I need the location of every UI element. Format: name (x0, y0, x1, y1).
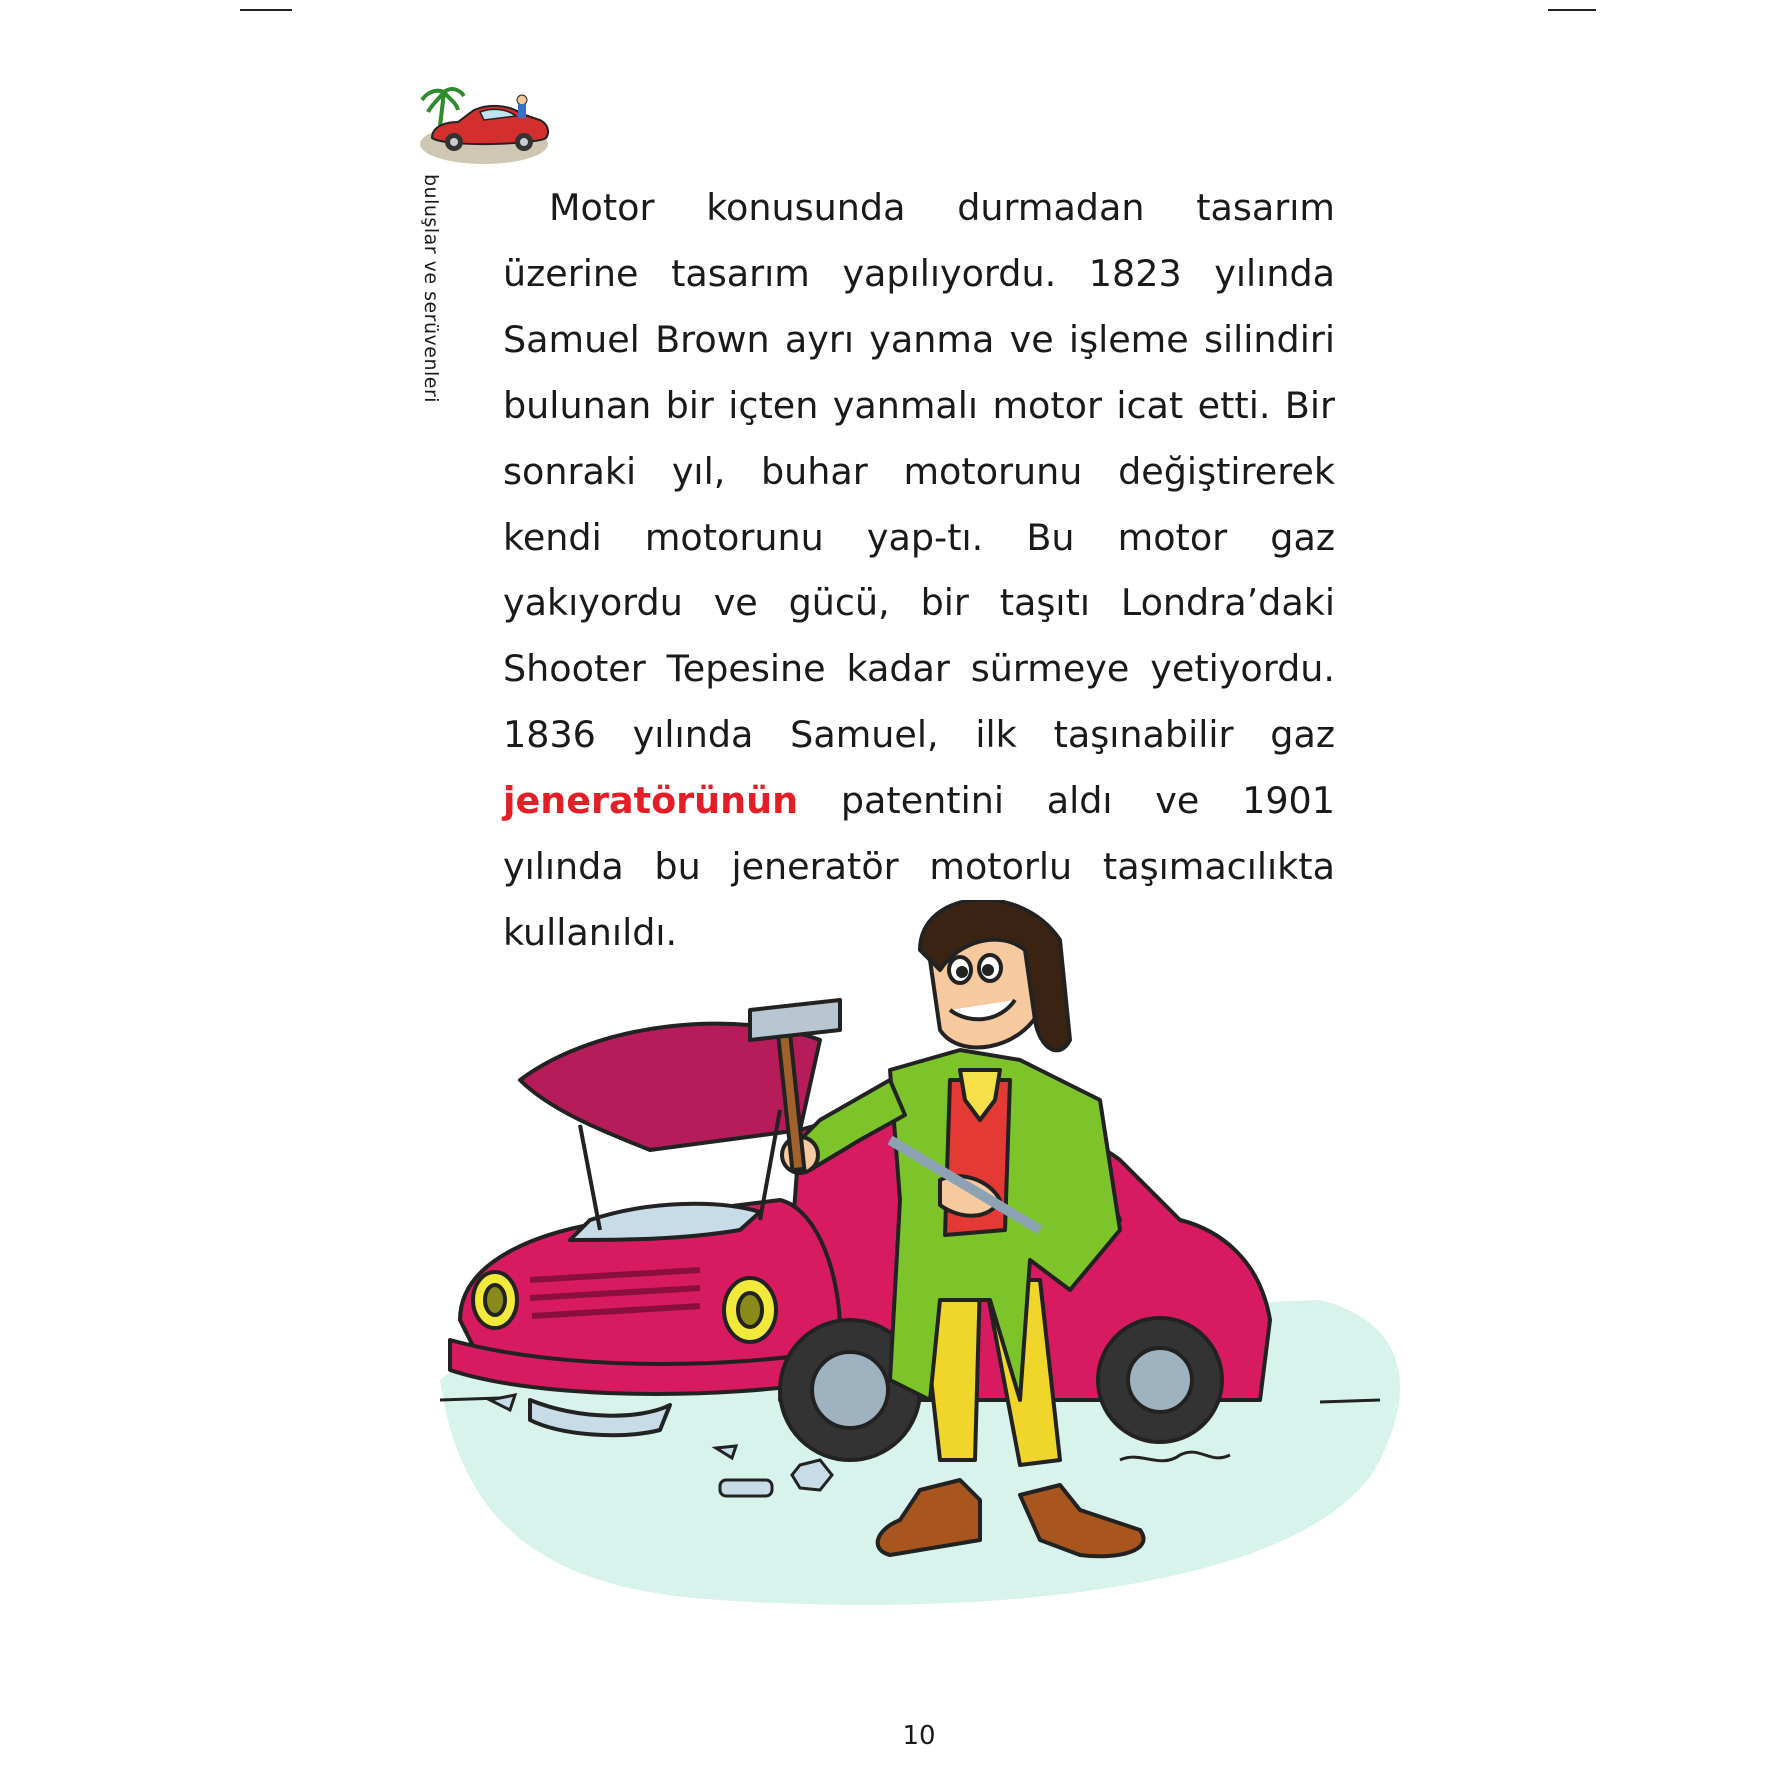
page-number: 10 (902, 1721, 936, 1751)
side-title (420, 174, 444, 422)
side-title-text: buluşlar ve serüvenleri (420, 174, 442, 404)
inventor-car-illustration (420, 900, 1420, 1630)
crop-mark-left (240, 9, 292, 11)
paragraph-text-before: Motor konusunda durmadan tasarım üzerine tasarım yapılıyordu. 1823 yılında Samuel Brown ayrı yanma ve işleme silindiri bulunan bir içten yanmalı motor icat etti. Bir sonraki yıl, buhar motorunu değiştirerek kendi motorunu yap-tı. Bu motor gaz yakıyordu ve gücü, bir taşıtı Londra’daki Shooter Tepesine kadar sürmeye yetiyordu. 1836 yılında Samuel, ilk taşınabilir gaz (503, 186, 1335, 757)
highlighted-term: jeneratörünün (503, 779, 799, 823)
crop-mark-right (1548, 9, 1596, 11)
car-logo-icon (418, 86, 554, 166)
paragraph-text-after: patentini aldı ve 1901 yılında bu jeneratör motorlu taşımacılıkta kullanıldı. (503, 779, 1335, 954)
body-paragraph (503, 175, 1335, 966)
